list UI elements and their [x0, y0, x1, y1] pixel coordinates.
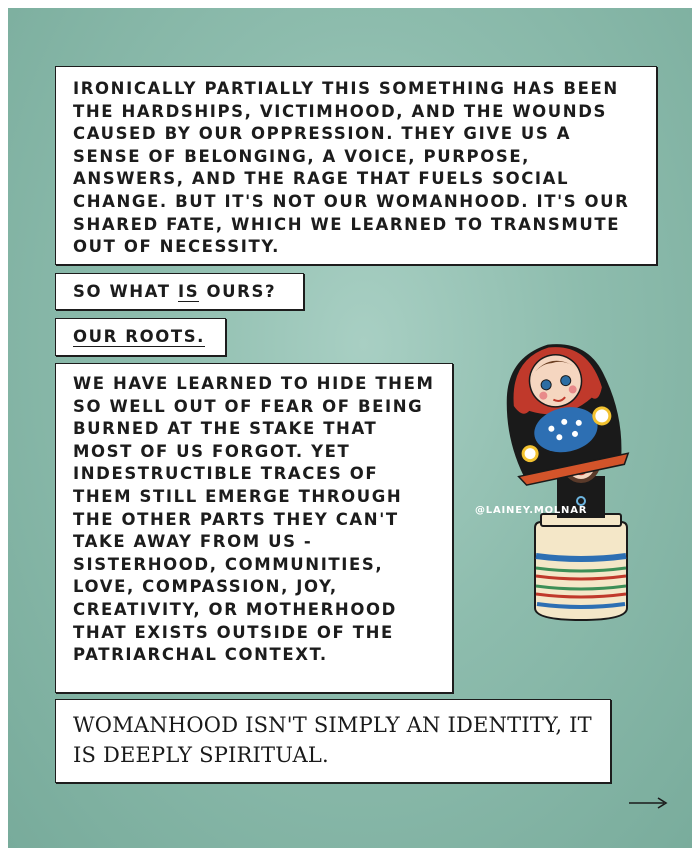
matryoshka-doll-illustration — [483, 326, 653, 626]
watermark: @LAINEY.MOLNAR — [475, 505, 588, 516]
doll-top-half — [493, 334, 630, 486]
text-box-roots-detail — [55, 363, 453, 693]
roots-text: OUR ROOTS. — [73, 327, 206, 346]
text-box-roots — [55, 318, 226, 356]
intro-paragraph: IRONICALLY PARTIALLY THIS SOMETHING HAS BEEN THE HARDSHIPS, VICTIMHOOD, AND THE WOUNDS CAUSED BY OUR OPPRESSION. THEY GIVE US A SENSE OF BELONGING, A VOICE, PURPOSE, ANSWERS, AND THE RAGE THAT FUELS SOCIAL CHANGE. BUT IT'S NOT OUR WOMANHOOD. IT'S OUR SHARED FATE, WHICH WE LEARNED TO TRANSMUTE OUT OF NECESSITY. — [73, 79, 630, 257]
text-box-intro — [55, 66, 657, 265]
closing-statement: WOMANHOOD ISN'T SIMPLY AN IDENTITY, IT IS DEEPLY SPIRITUAL. — [73, 713, 592, 767]
text-box-closing — [55, 699, 611, 783]
question-text: SO WHAT IS OURS? — [73, 282, 277, 301]
emphasis-is: IS — [177, 282, 200, 301]
arrow-right-icon[interactable] — [628, 796, 670, 810]
text-box-question — [55, 273, 304, 310]
doll-bottom-half — [535, 514, 627, 620]
comic-panel — [8, 8, 692, 848]
roots-paragraph: WE HAVE LEARNED TO HIDE THEM SO WELL OUT OF FEAR OF BEING BURNED AT THE STAKE THAT MOST OF US FORGOT. YET INDESTRUCTIBLE TRACES OF THEM STILL EMERGE THROUGH THE OTHER PARTS THEY CAN'T TAKE AWAY FROM US - SISTERHOOD, COMMUNITIES, LOVE, COMPASSION, JOY, CREATIVITY, OR MOTHERHOOD THAT EXISTS OUTSIDE OF THE PATRIARCHAL CONTEXT. — [73, 374, 435, 665]
